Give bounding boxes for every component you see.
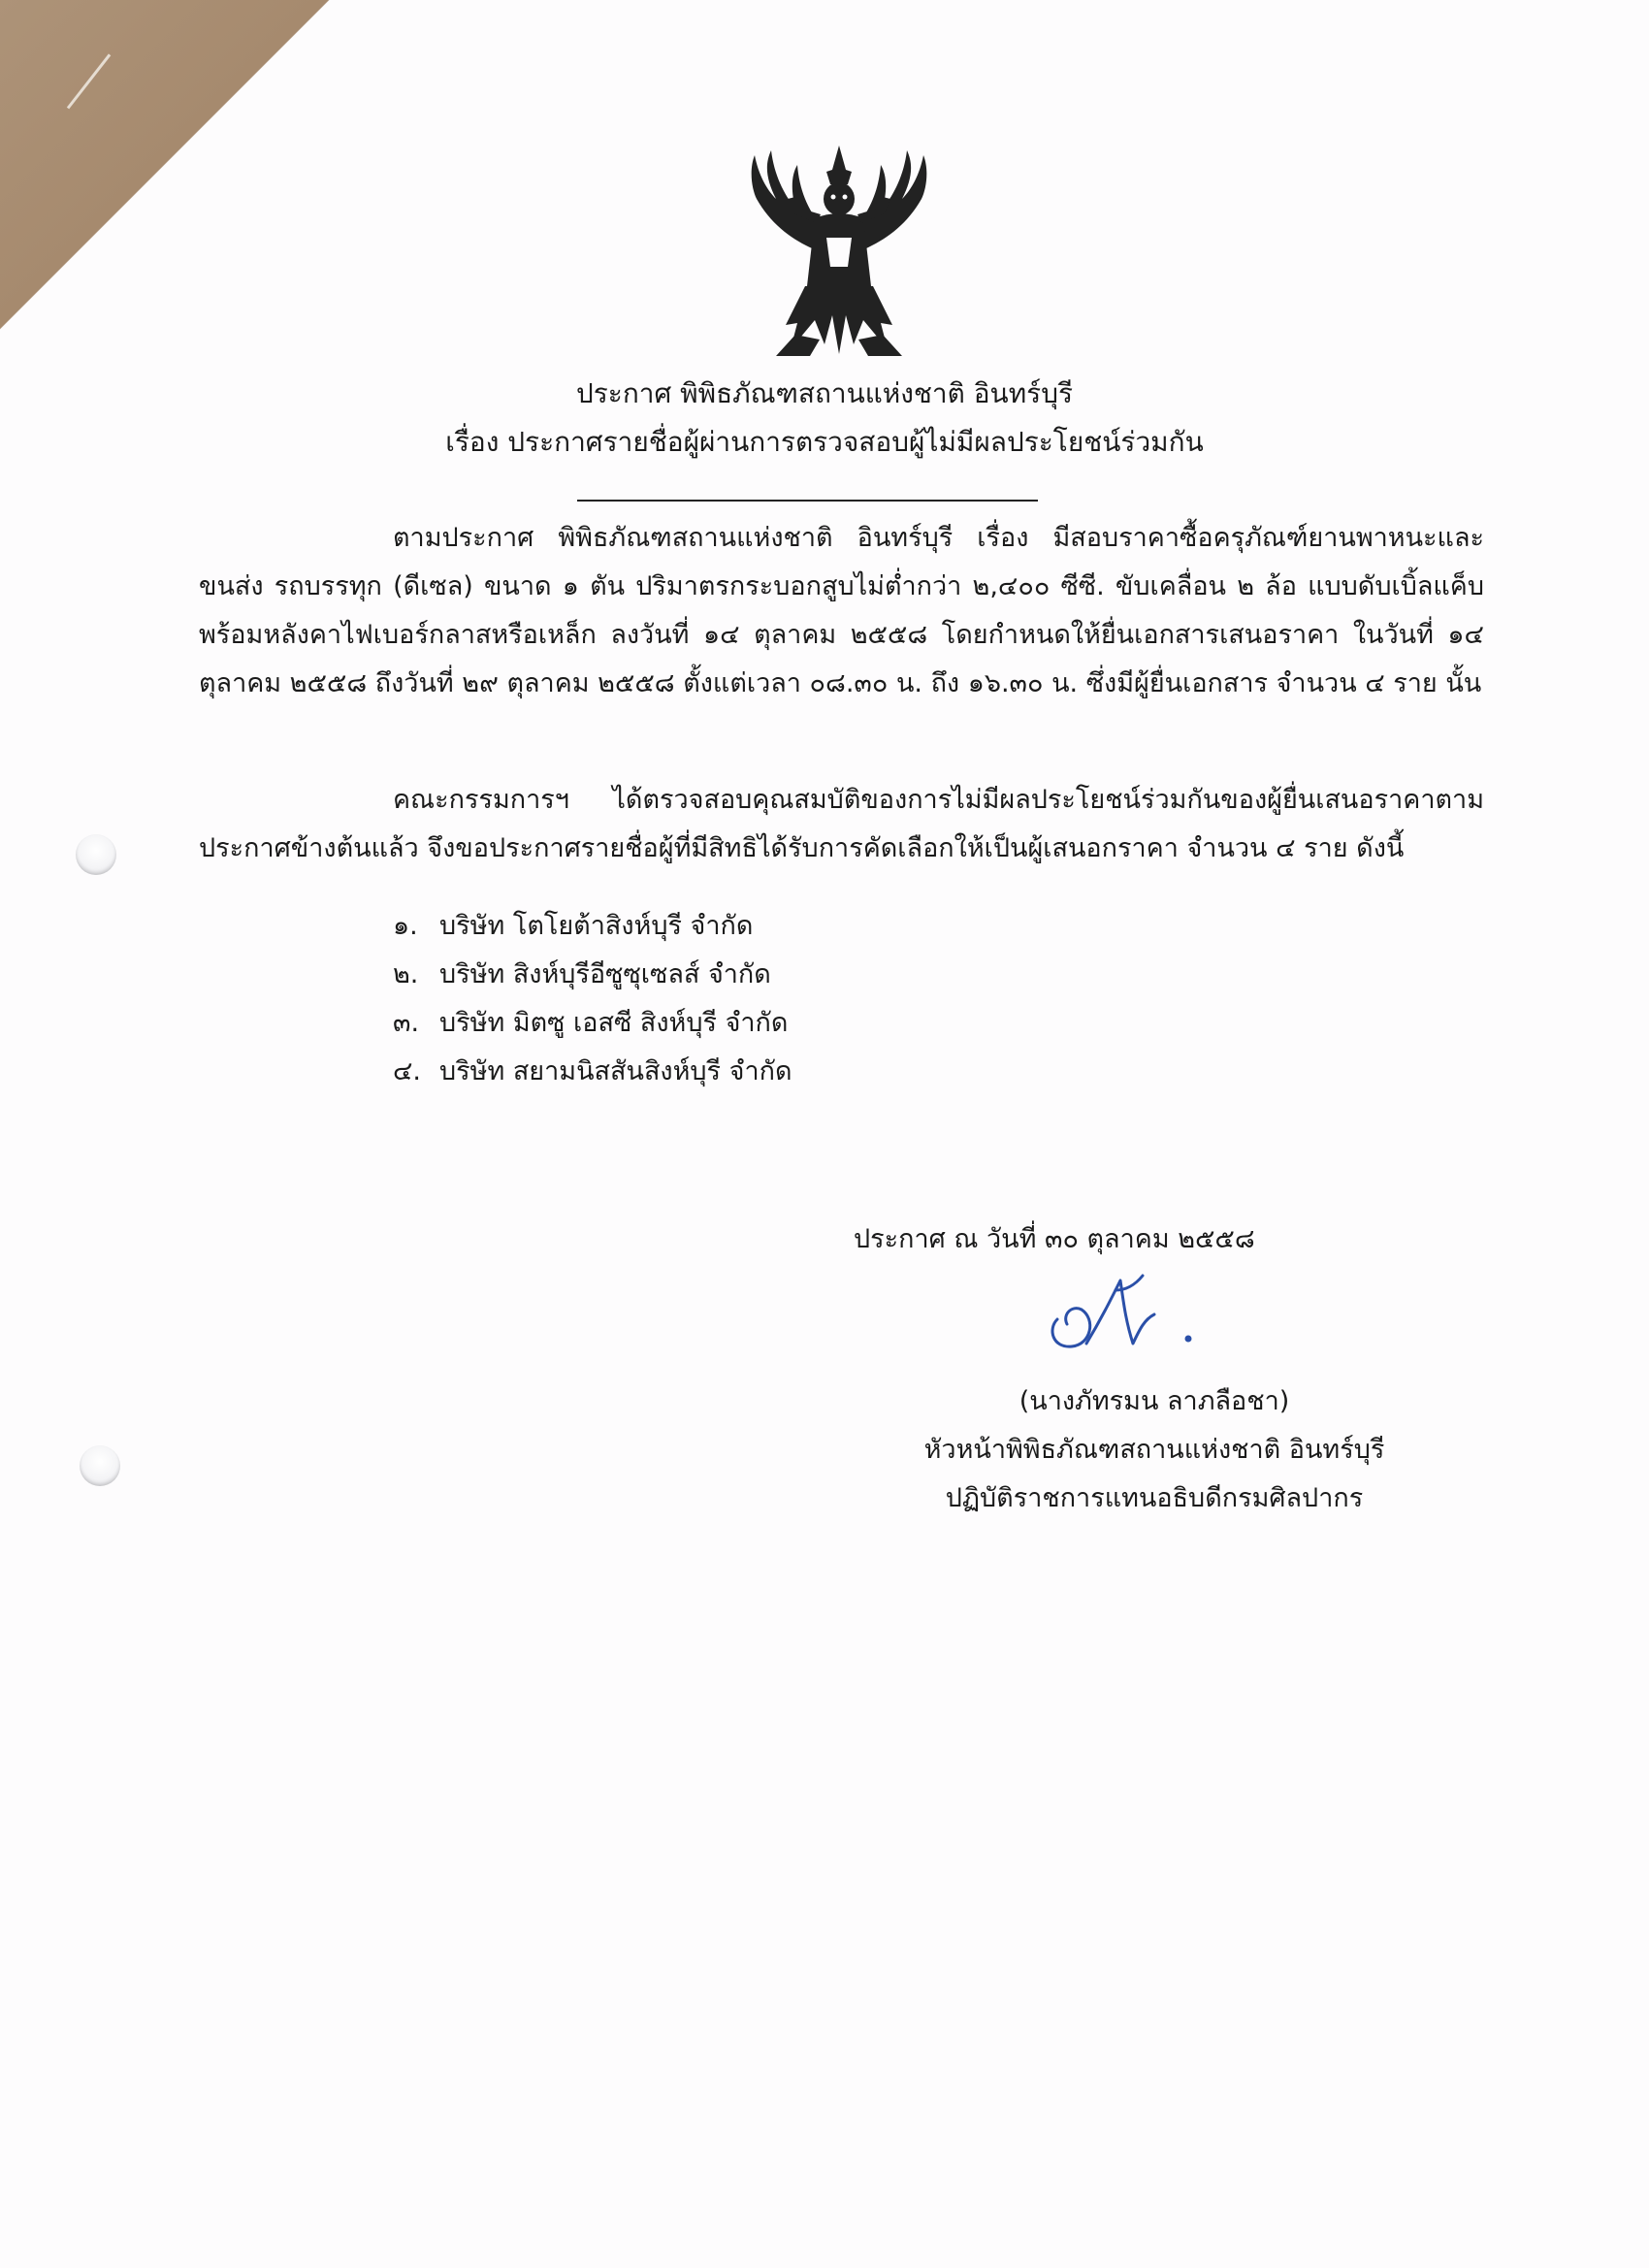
list-number: ๓. (393, 1008, 420, 1038)
body-paragraph-2: คณะกรรมการฯ ได้ตรวจสอบคุณสมบัติของการไม่มีผลประโยชน์ร่วมกันของผู้ยื่นเสนอราคาตามประกาศข้างต้นแล้ว จึงขอประกาศรายชื่อผู้ที่มีสิทธิได้รับการคัดเลือกให้เป็นผู้เสนอกราคา จำนวน ๔ ราย ดังนี้ (199, 785, 1484, 863)
announcement-title: ประกาศ พิพิธภัณฑสถานแห่งชาติ อินทร์บุรี (575, 377, 1074, 409)
list-item (393, 902, 792, 951)
company-name: บริษัท มิตซู เอสซี สิงห์บุรี จำกัด (439, 1008, 789, 1038)
list-number: ๒. (393, 959, 419, 989)
company-list (393, 902, 792, 1096)
list-item (393, 999, 792, 1048)
title-underline (577, 500, 1038, 502)
list-item (393, 1048, 792, 1096)
announcement-subject: เรื่อง ประกาศรายชื่อผู้ผ่านการตรวจสอบผู้ไม่มีผลประโยชน์ร่วมกัน (445, 426, 1204, 458)
company-name: บริษัท โตโยต้าสิงห์บุรี จำกัด (439, 911, 754, 941)
signature-block (854, 1377, 1455, 1523)
folded-corner (0, 0, 330, 330)
handwritten-signature (1018, 1261, 1212, 1368)
list-number: ๔. (393, 1056, 422, 1086)
list-number: ๑. (393, 911, 418, 941)
body-paragraph-1: ตามประกาศ พิพิธภัณฑสถานแห่งชาติ อินทร์บุรี เรื่อง มีสอบราคาซื้อครุภัณฑ์ยานพาหนะและขนส่ง รถบรรทุก (ดีเซล) ขนาด ๑ ตัน ปริมาตรกระบอกสูบไม่ต่ำกว่า ๒,๔๐๐ ซีซี. ขับเคลื่อน ๒ ล้อ แบบดับเบิ้ลแค็บ พร้อมหลังคาไฟเบอร์กลาสหรือเหล็ก ลงวันที่ ๑๔ ตุลาคม ๒๕๕๘ โดยกำหนดให้ยื่นเอกสารเสนอราคา ในวันที่ ๑๔ ตุลาคม ๒๕๕๘ ถึงวันที่ ๒๙ ตุลาคม ๒๕๕๘ ตั้งแต่เวลา ๐๘.๓๐ น. ถึง ๑๖.๓๐ น. ซึ่งมีผู้ยื่นเอกสาร จำนวน ๔ ราย นั้น (199, 523, 1484, 698)
company-name: บริษัท สิงห์บุรีอีซูซุเซลส์ จำกัด (439, 959, 771, 989)
announcement-date: ประกาศ ณ วันที่ ๓๐ ตุลาคม ๒๕๕๘ (854, 1224, 1255, 1254)
signer-name: (นางภัทรมน ลาภลือชา) (1018, 1386, 1290, 1416)
punch-hole-top (76, 834, 116, 875)
signer-acting-title: ปฏิบัติราชการแทนอธิบดีกรมศิลปากร (945, 1483, 1364, 1513)
signer-title: หัวหน้าพิพิธภัณฑสถานแห่งชาติ อินทร์บุรี (923, 1435, 1385, 1465)
punch-hole-bottom (80, 1445, 120, 1486)
company-name: บริษัท สยามนิสสันสิงห์บุรี จำกัด (439, 1056, 792, 1086)
garuda-emblem-icon (737, 141, 941, 369)
list-item (393, 951, 792, 999)
